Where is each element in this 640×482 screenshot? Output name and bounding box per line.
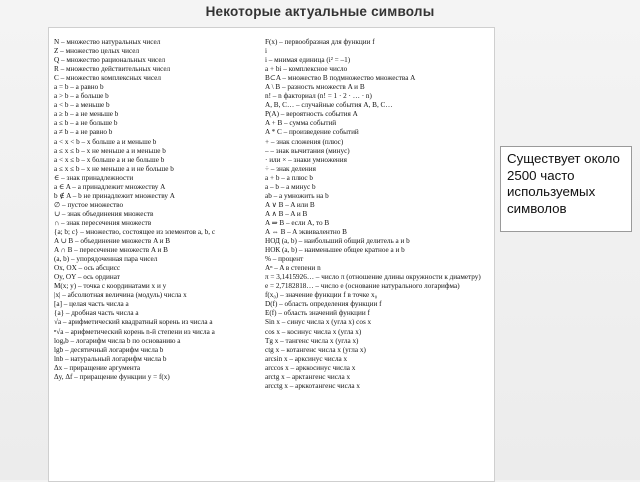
symbol-entry: a + b – a плюс b	[265, 173, 313, 182]
symbol-entry: % – процент	[265, 255, 304, 264]
symbol-entry: B⊂A – множество B подмножество множества A	[265, 74, 416, 83]
symbol-entry: D(f) – область определения функции f	[265, 300, 382, 309]
symbol-entry: R – множество действительных чисел	[54, 65, 171, 74]
symbol-entry: a < x < b – x больше a и меньше b	[54, 137, 157, 146]
symbol-entry: A, B, C… – случайные события A, B, C…	[265, 101, 393, 110]
symbol-entry: cos x – косинус числа x (угла x)	[265, 327, 362, 336]
symbol-entry: C – множество комплексных чисел	[54, 74, 161, 83]
left-symbol-column	[54, 38, 261, 382]
symbol-entry: НОД (a, b) – наибольший общий делитель a и b	[265, 237, 410, 246]
symbol-entry: a ≤ x ≤ b – x не меньше a и не больше b	[54, 164, 174, 173]
right-symbol-column	[265, 38, 491, 391]
symbol-entry: a ≤ x ≤ b – x не меньше a и меньше b	[54, 146, 166, 155]
symbol-entry: ∅ – пустое множество	[54, 200, 124, 209]
symbol-entry: {a; b; c} – множество, состоящее из элементов a, b, c	[54, 227, 216, 236]
symbol-entry: π = 3,1415926… – число π (отношение длины окружности к диаметру)	[265, 273, 481, 282]
symbol-entry: Δx – приращение аргумента	[54, 363, 141, 372]
symbol-entry: Tg x – тангенс числа x (угла x)	[265, 336, 359, 345]
symbol-entry: НОК (a, b) – наименьшее общее кратное a и b	[265, 246, 405, 255]
symbol-entry: {a} – дробная часть числа a	[54, 309, 139, 318]
symbol-entry: · или × – знаки умножения	[265, 155, 347, 164]
symbol-entry: logₐb – логарифм числа b по основанию a	[54, 336, 181, 345]
symbol-entry: Aⁿ – A в степени n	[265, 264, 321, 273]
symbol-entry: a < x ≤ b – x больше a и не больше b	[54, 155, 165, 164]
symbol-entry: arctg x – арктангенс числа x	[265, 372, 351, 381]
symbol-entry: M(x; y) – точка с координатами x и y	[54, 282, 167, 291]
symbol-entry: A ⇒ B – если A, то B	[265, 218, 330, 227]
symbol-entry: ÷ – знак деления	[265, 164, 316, 173]
symbol-entry: b ∉ A – b не принадлежит множеству A	[54, 191, 175, 200]
scanned-document	[48, 27, 495, 482]
symbol-entry: a ≠ b – a не равно b	[54, 128, 113, 137]
symbol-entry: A ∧ B – A и B	[265, 209, 308, 218]
symbol-entry: i	[265, 47, 267, 56]
symbol-entry: f(x₀) – значение функции f в точке x₀	[265, 291, 378, 300]
symbol-entry: + – знак сложения (плюс)	[265, 137, 344, 146]
symbol-entry: a – b – a минус b	[265, 182, 316, 191]
symbol-entry: a + bi – комплексное число	[265, 65, 348, 74]
symbol-entry: ∪ – знак объединения множеств	[54, 209, 154, 218]
symbol-entry: lnb – натуральный логарифм числа b	[54, 354, 167, 363]
symbol-entry: a < b – a меньше b	[54, 101, 110, 110]
symbol-entry: (a, b) – упорядоченная пара чисел	[54, 255, 158, 264]
symbol-entry: ctg x – котангенс числа x (угла x)	[265, 345, 366, 354]
symbol-entry: ∈ – знак принадлежности	[54, 173, 134, 182]
symbol-entry: Ox, OX – ось абсцисс	[54, 264, 121, 273]
symbol-entry: a ≤ b – a не больше b	[54, 119, 118, 128]
symbol-entry: Δy, Δf – приращение функции y = f(x)	[54, 372, 170, 381]
symbol-entry: a ∈ A – a принадлежит множеству A	[54, 182, 166, 191]
symbol-entry: A * C – произведение событий	[265, 128, 359, 137]
slide-title: Некоторые актуальные символы	[205, 4, 435, 19]
callout-box: Существует около 2500 часто используемых символов	[500, 146, 632, 232]
symbol-entry: A ⇔ B – A эквивалентно B	[265, 227, 347, 236]
symbol-entry: F(x) – первообразная для функции f	[265, 38, 375, 46]
symbol-entry: arcctg x – арккотангенс числа x	[265, 381, 360, 390]
symbol-entry: ⁿ√a – арифметический корень n-й степени из числа a	[54, 327, 215, 336]
symbol-entry: E(f) – область значений функции f	[265, 309, 370, 318]
symbol-entry: i – мнимая единица (i² = –1)	[265, 56, 351, 65]
symbol-entry: Q – множество рациональных чисел	[54, 56, 166, 65]
symbol-entry: A + B – сумма событий	[265, 119, 337, 128]
symbol-entry: A \ B – разность множеств A и B	[265, 83, 365, 92]
symbol-entry: arcsin x – арксинус числа x	[265, 354, 348, 363]
symbol-entry: ab – a умножить на b	[265, 191, 329, 200]
symbol-entry: e = 2,7182818… – число e (основание натурального логарифма)	[265, 282, 460, 291]
symbol-entry: Z – множество целых чисел	[54, 47, 140, 56]
symbol-entry: Sin x – синус числа x (угла x) cos x	[265, 318, 372, 327]
symbol-entry: a = b – a равно b	[54, 83, 104, 92]
symbol-entry: n! – n факториал (n! = 1 · 2 · … · n)	[265, 92, 372, 101]
symbol-entry: Oy, OY – ось ординат	[54, 273, 120, 282]
symbol-entry: √a – арифметический квадратный корень из числа a	[54, 318, 213, 327]
symbol-entry: lgb – десятичный логарифм числа b	[54, 345, 164, 354]
symbol-entry: N – множество натуральных чисел	[54, 38, 161, 46]
symbol-entry: P(A) – вероятность события A	[265, 110, 358, 119]
symbol-entry: ∩ – знак пересечения множеств	[54, 218, 152, 227]
symbol-entry: |x| – абсолютная величина (модуль) числа x	[54, 291, 187, 300]
symbol-entry: a ≥ b – a не меньше b	[54, 110, 119, 119]
symbol-entry: a > b – a больше b	[54, 92, 109, 101]
symbol-entry: arccos x – арккосинус числа x	[265, 363, 356, 372]
symbol-entry: [a] – целая часть числа a	[54, 300, 129, 309]
symbol-entry: A ∨ B – A или B	[265, 200, 315, 209]
symbol-entry: – – знак вычитания (минус)	[265, 146, 350, 155]
symbol-entry: A ∪ B – объединение множеств A и B	[54, 237, 171, 246]
symbol-entry: A ∩ B – пересечение множеств A и B	[54, 246, 168, 255]
